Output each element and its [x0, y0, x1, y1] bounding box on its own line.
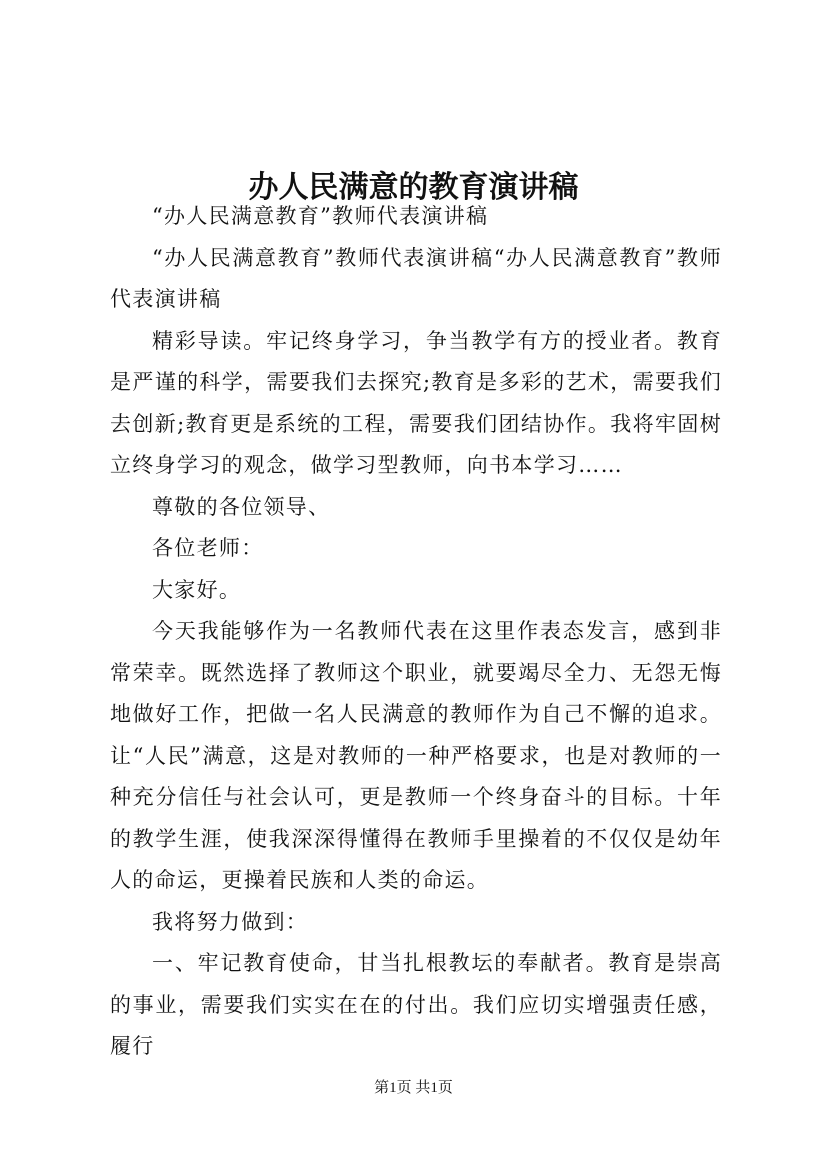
paragraph-repeated-title: “办人民满意教育”教师代表演讲稿“办人民满意教育”教师代表演讲稿: [110, 245, 722, 311]
document-title: 办人民满意的教育演讲稿: [248, 170, 579, 206]
paragraph-main: 今天我能够作为一名教师代表在这里作表态发言，感到非常荣幸。既然选择了教师这个职业，就要竭尽全力、无怨无悔地做好工作，把做一名人民满意的教师作为自己不懈的追求。让“人民”满意，这是对教师的一种严格要求，也是对教师的一种充分信任与社会认可，更是教师一个终身奋斗的目标。十年的教学生涯，使我深深得懂得在教师手里操着的不仅仅是幼年人的命运，更操着民族和人类的命运。: [110, 619, 722, 892]
paragraph-commitment: 我将努力做到：: [152, 909, 309, 934]
paragraph-intro: 精彩导读。牢记终身学习，争当教学有方的授业者。教育是严谨的科学，需要我们去探究;教育是多彩的艺术，需要我们去创新;教育更是系统的工程，需要我们团结协作。我将牢固树立终身学习的观念，做学习型教师，向书本学习……: [110, 328, 722, 477]
page-number-footer: 第1页 共1页: [374, 1080, 453, 1096]
paragraph-greeting: 大家好。: [152, 577, 242, 602]
document-body: [110, 196, 722, 1068]
paragraph-point-one: 一、牢记教育使命，甘当扎根教坛的奉献者。教育是崇高的事业，需要我们实实在在的付出。我们应切实增强责任感，履行: [110, 951, 722, 1058]
paragraph-subtitle: “办人民满意教育”教师代表演讲稿: [152, 204, 489, 228]
paragraph-salutation-teachers: 各位老师：: [152, 536, 264, 560]
paragraph-salutation-leaders: 尊敬的各位领导、: [152, 494, 331, 519]
